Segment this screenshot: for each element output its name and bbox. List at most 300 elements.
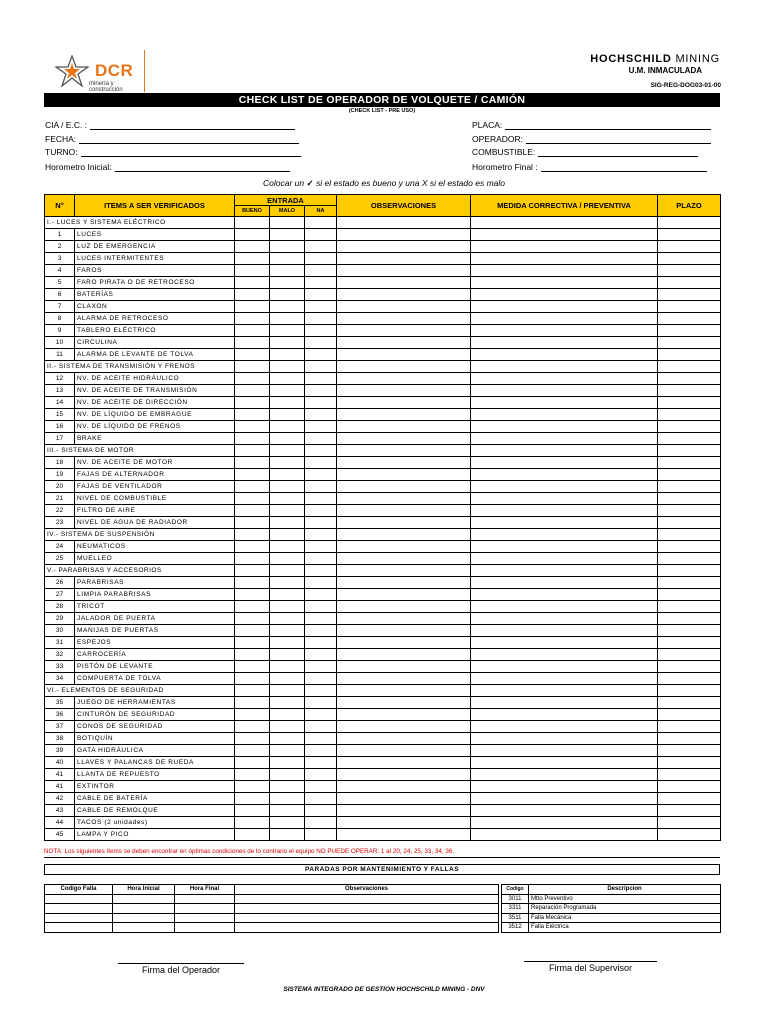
observaciones-cell[interactable] xyxy=(337,637,471,649)
na-cell[interactable] xyxy=(305,625,337,637)
malo-cell[interactable] xyxy=(270,457,305,469)
operador-signature[interactable] xyxy=(118,963,244,975)
plazo-cell[interactable] xyxy=(658,745,721,757)
na-cell[interactable] xyxy=(305,457,337,469)
combustible-input-line[interactable] xyxy=(538,149,698,157)
medida-cell[interactable] xyxy=(471,805,658,817)
plazo-cell[interactable] xyxy=(658,661,721,673)
horometro-inicial-field[interactable] xyxy=(45,162,290,172)
observaciones-cell[interactable] xyxy=(337,289,471,301)
medida-cell[interactable] xyxy=(471,781,658,793)
observaciones-cell[interactable] xyxy=(337,601,471,613)
medida-cell[interactable] xyxy=(471,301,658,313)
plazo-cell[interactable] xyxy=(658,409,721,421)
plazo-cell[interactable] xyxy=(658,697,721,709)
medida-cell[interactable] xyxy=(471,577,658,589)
turno-input-line[interactable] xyxy=(81,149,301,157)
na-cell[interactable] xyxy=(305,757,337,769)
bueno-cell[interactable] xyxy=(235,409,270,421)
malo-cell[interactable] xyxy=(270,373,305,385)
medida-cell[interactable] xyxy=(471,745,658,757)
na-cell[interactable] xyxy=(305,289,337,301)
plazo-cell[interactable] xyxy=(658,589,721,601)
observaciones-cell[interactable] xyxy=(337,781,471,793)
malo-cell[interactable] xyxy=(270,241,305,253)
operador-signature-line[interactable] xyxy=(118,963,244,964)
bueno-cell[interactable] xyxy=(235,457,270,469)
na-cell[interactable] xyxy=(305,409,337,421)
plazo-cell[interactable] xyxy=(658,397,721,409)
malo-cell[interactable] xyxy=(270,661,305,673)
horometro-final-field[interactable] xyxy=(472,162,707,172)
medida-cell[interactable] xyxy=(471,517,658,529)
fallas-observaciones-cell[interactable] xyxy=(235,913,499,923)
plazo-cell[interactable] xyxy=(658,649,721,661)
malo-cell[interactable] xyxy=(270,253,305,265)
observaciones-cell[interactable] xyxy=(337,625,471,637)
malo-cell[interactable] xyxy=(270,601,305,613)
horometro-final-input-line[interactable] xyxy=(541,164,707,172)
na-cell[interactable] xyxy=(305,253,337,265)
medida-cell[interactable] xyxy=(471,733,658,745)
malo-cell[interactable] xyxy=(270,493,305,505)
plazo-cell[interactable] xyxy=(658,541,721,553)
medida-cell[interactable] xyxy=(471,241,658,253)
bueno-cell[interactable] xyxy=(235,481,270,493)
fallas-hora-final-cell[interactable] xyxy=(175,913,235,923)
malo-cell[interactable] xyxy=(270,505,305,517)
medida-cell[interactable] xyxy=(471,601,658,613)
medida-cell[interactable] xyxy=(471,673,658,685)
na-cell[interactable] xyxy=(305,829,337,841)
medida-cell[interactable] xyxy=(471,493,658,505)
medida-cell[interactable] xyxy=(471,373,658,385)
malo-cell[interactable] xyxy=(270,793,305,805)
observaciones-cell[interactable] xyxy=(337,553,471,565)
plazo-cell[interactable] xyxy=(658,301,721,313)
malo-cell[interactable] xyxy=(270,337,305,349)
malo-cell[interactable] xyxy=(270,289,305,301)
na-cell[interactable] xyxy=(305,637,337,649)
medida-cell[interactable] xyxy=(471,769,658,781)
observaciones-cell[interactable] xyxy=(337,649,471,661)
plazo-cell[interactable] xyxy=(658,337,721,349)
malo-cell[interactable] xyxy=(270,673,305,685)
observaciones-cell[interactable] xyxy=(337,313,471,325)
medida-cell[interactable] xyxy=(471,397,658,409)
medida-cell[interactable] xyxy=(471,253,658,265)
malo-cell[interactable] xyxy=(270,625,305,637)
na-cell[interactable] xyxy=(305,721,337,733)
malo-cell[interactable] xyxy=(270,613,305,625)
medida-cell[interactable] xyxy=(471,553,658,565)
bueno-cell[interactable] xyxy=(235,745,270,757)
observaciones-cell[interactable] xyxy=(337,709,471,721)
na-cell[interactable] xyxy=(305,313,337,325)
medida-cell[interactable] xyxy=(471,709,658,721)
observaciones-cell[interactable] xyxy=(337,397,471,409)
malo-cell[interactable] xyxy=(270,577,305,589)
malo-cell[interactable] xyxy=(270,541,305,553)
plazo-cell[interactable] xyxy=(658,469,721,481)
bueno-cell[interactable] xyxy=(235,721,270,733)
observaciones-cell[interactable] xyxy=(337,721,471,733)
operador-field[interactable] xyxy=(472,134,711,144)
malo-cell[interactable] xyxy=(270,637,305,649)
na-cell[interactable] xyxy=(305,301,337,313)
bueno-cell[interactable] xyxy=(235,793,270,805)
medida-cell[interactable] xyxy=(471,625,658,637)
bueno-cell[interactable] xyxy=(235,385,270,397)
bueno-cell[interactable] xyxy=(235,373,270,385)
na-cell[interactable] xyxy=(305,397,337,409)
na-cell[interactable] xyxy=(305,817,337,829)
medida-cell[interactable] xyxy=(471,265,658,277)
medida-cell[interactable] xyxy=(471,541,658,553)
medida-cell[interactable] xyxy=(471,721,658,733)
malo-cell[interactable] xyxy=(270,649,305,661)
medida-cell[interactable] xyxy=(471,793,658,805)
na-cell[interactable] xyxy=(305,493,337,505)
bueno-cell[interactable] xyxy=(235,325,270,337)
plazo-cell[interactable] xyxy=(658,709,721,721)
fallas-hora-inicial-cell[interactable] xyxy=(113,904,175,914)
medida-cell[interactable] xyxy=(471,385,658,397)
medida-cell[interactable] xyxy=(471,613,658,625)
observaciones-cell[interactable] xyxy=(337,733,471,745)
na-cell[interactable] xyxy=(305,769,337,781)
bueno-cell[interactable] xyxy=(235,781,270,793)
na-cell[interactable] xyxy=(305,277,337,289)
bueno-cell[interactable] xyxy=(235,661,270,673)
na-cell[interactable] xyxy=(305,481,337,493)
supervisor-signature[interactable] xyxy=(524,961,657,973)
observaciones-cell[interactable] xyxy=(337,229,471,241)
na-cell[interactable] xyxy=(305,421,337,433)
observaciones-cell[interactable] xyxy=(337,793,471,805)
malo-cell[interactable] xyxy=(270,421,305,433)
malo-cell[interactable] xyxy=(270,709,305,721)
observaciones-cell[interactable] xyxy=(337,253,471,265)
na-cell[interactable] xyxy=(305,589,337,601)
na-cell[interactable] xyxy=(305,517,337,529)
observaciones-cell[interactable] xyxy=(337,517,471,529)
plazo-cell[interactable] xyxy=(658,457,721,469)
observaciones-cell[interactable] xyxy=(337,541,471,553)
observaciones-cell[interactable] xyxy=(337,385,471,397)
bueno-cell[interactable] xyxy=(235,613,270,625)
observaciones-cell[interactable] xyxy=(337,613,471,625)
malo-cell[interactable] xyxy=(270,781,305,793)
medida-cell[interactable] xyxy=(471,421,658,433)
observaciones-cell[interactable] xyxy=(337,421,471,433)
medida-cell[interactable] xyxy=(471,469,658,481)
cia-input-line[interactable] xyxy=(90,122,295,130)
plazo-cell[interactable] xyxy=(658,313,721,325)
observaciones-cell[interactable] xyxy=(337,301,471,313)
medida-cell[interactable] xyxy=(471,649,658,661)
bueno-cell[interactable] xyxy=(235,349,270,361)
malo-cell[interactable] xyxy=(270,265,305,277)
medida-cell[interactable] xyxy=(471,829,658,841)
na-cell[interactable] xyxy=(305,733,337,745)
plazo-cell[interactable] xyxy=(658,349,721,361)
supervisor-signature-line[interactable] xyxy=(524,961,657,962)
na-cell[interactable] xyxy=(305,229,337,241)
medida-cell[interactable] xyxy=(471,661,658,673)
plazo-cell[interactable] xyxy=(658,721,721,733)
na-cell[interactable] xyxy=(305,805,337,817)
plazo-cell[interactable] xyxy=(658,493,721,505)
malo-cell[interactable] xyxy=(270,745,305,757)
malo-cell[interactable] xyxy=(270,697,305,709)
malo-cell[interactable] xyxy=(270,277,305,289)
observaciones-cell[interactable] xyxy=(337,409,471,421)
malo-cell[interactable] xyxy=(270,301,305,313)
bueno-cell[interactable] xyxy=(235,805,270,817)
bueno-cell[interactable] xyxy=(235,601,270,613)
na-cell[interactable] xyxy=(305,709,337,721)
cia-field[interactable] xyxy=(45,120,295,130)
bueno-cell[interactable] xyxy=(235,733,270,745)
malo-cell[interactable] xyxy=(270,409,305,421)
observaciones-cell[interactable] xyxy=(337,277,471,289)
bueno-cell[interactable] xyxy=(235,505,270,517)
observaciones-cell[interactable] xyxy=(337,373,471,385)
fallas-hora-final-cell[interactable] xyxy=(175,904,235,914)
placa-field[interactable] xyxy=(472,120,711,130)
medida-cell[interactable] xyxy=(471,457,658,469)
plazo-cell[interactable] xyxy=(658,241,721,253)
plazo-cell[interactable] xyxy=(658,517,721,529)
malo-cell[interactable] xyxy=(270,817,305,829)
observaciones-cell[interactable] xyxy=(337,745,471,757)
na-cell[interactable] xyxy=(305,661,337,673)
fallas-hora-inicial-cell[interactable] xyxy=(113,894,175,904)
bueno-cell[interactable] xyxy=(235,517,270,529)
malo-cell[interactable] xyxy=(270,349,305,361)
observaciones-cell[interactable] xyxy=(337,589,471,601)
na-cell[interactable] xyxy=(305,373,337,385)
observaciones-cell[interactable] xyxy=(337,265,471,277)
fallas-hora-final-cell[interactable] xyxy=(175,923,235,933)
na-cell[interactable] xyxy=(305,673,337,685)
observaciones-cell[interactable] xyxy=(337,577,471,589)
fallas-codigo-cell[interactable] xyxy=(45,904,113,914)
malo-cell[interactable] xyxy=(270,397,305,409)
bueno-cell[interactable] xyxy=(235,469,270,481)
fallas-codigo-cell[interactable] xyxy=(45,894,113,904)
plazo-cell[interactable] xyxy=(658,829,721,841)
bueno-cell[interactable] xyxy=(235,493,270,505)
bueno-cell[interactable] xyxy=(235,313,270,325)
observaciones-cell[interactable] xyxy=(337,325,471,337)
na-cell[interactable] xyxy=(305,337,337,349)
malo-cell[interactable] xyxy=(270,589,305,601)
bueno-cell[interactable] xyxy=(235,433,270,445)
plazo-cell[interactable] xyxy=(658,769,721,781)
operador-input-line[interactable] xyxy=(526,136,711,144)
malo-cell[interactable] xyxy=(270,433,305,445)
na-cell[interactable] xyxy=(305,649,337,661)
malo-cell[interactable] xyxy=(270,829,305,841)
observaciones-cell[interactable] xyxy=(337,757,471,769)
horometro-inicial-input-line[interactable] xyxy=(115,164,290,172)
bueno-cell[interactable] xyxy=(235,337,270,349)
bueno-cell[interactable] xyxy=(235,637,270,649)
medida-cell[interactable] xyxy=(471,229,658,241)
plazo-cell[interactable] xyxy=(658,265,721,277)
plazo-cell[interactable] xyxy=(658,505,721,517)
plazo-cell[interactable] xyxy=(658,601,721,613)
na-cell[interactable] xyxy=(305,541,337,553)
bueno-cell[interactable] xyxy=(235,709,270,721)
plazo-cell[interactable] xyxy=(658,229,721,241)
placa-input-line[interactable] xyxy=(505,122,711,130)
bueno-cell[interactable] xyxy=(235,229,270,241)
observaciones-cell[interactable] xyxy=(337,673,471,685)
bueno-cell[interactable] xyxy=(235,541,270,553)
bueno-cell[interactable] xyxy=(235,769,270,781)
na-cell[interactable] xyxy=(305,745,337,757)
bueno-cell[interactable] xyxy=(235,289,270,301)
na-cell[interactable] xyxy=(305,697,337,709)
na-cell[interactable] xyxy=(305,613,337,625)
plazo-cell[interactable] xyxy=(658,637,721,649)
bueno-cell[interactable] xyxy=(235,829,270,841)
malo-cell[interactable] xyxy=(270,517,305,529)
na-cell[interactable] xyxy=(305,433,337,445)
observaciones-cell[interactable] xyxy=(337,493,471,505)
medida-cell[interactable] xyxy=(471,637,658,649)
medida-cell[interactable] xyxy=(471,313,658,325)
bueno-cell[interactable] xyxy=(235,253,270,265)
medida-cell[interactable] xyxy=(471,757,658,769)
bueno-cell[interactable] xyxy=(235,817,270,829)
plazo-cell[interactable] xyxy=(658,793,721,805)
plazo-cell[interactable] xyxy=(658,625,721,637)
observaciones-cell[interactable] xyxy=(337,433,471,445)
medida-cell[interactable] xyxy=(471,325,658,337)
plazo-cell[interactable] xyxy=(658,673,721,685)
fecha-input-line[interactable] xyxy=(79,136,299,144)
na-cell[interactable] xyxy=(305,553,337,565)
malo-cell[interactable] xyxy=(270,313,305,325)
bueno-cell[interactable] xyxy=(235,277,270,289)
fallas-codigo-cell[interactable] xyxy=(45,913,113,923)
medida-cell[interactable] xyxy=(471,505,658,517)
observaciones-cell[interactable] xyxy=(337,805,471,817)
malo-cell[interactable] xyxy=(270,229,305,241)
bueno-cell[interactable] xyxy=(235,301,270,313)
bueno-cell[interactable] xyxy=(235,625,270,637)
malo-cell[interactable] xyxy=(270,325,305,337)
medida-cell[interactable] xyxy=(471,409,658,421)
fallas-hora-inicial-cell[interactable] xyxy=(113,913,175,923)
bueno-cell[interactable] xyxy=(235,757,270,769)
bueno-cell[interactable] xyxy=(235,697,270,709)
na-cell[interactable] xyxy=(305,385,337,397)
bueno-cell[interactable] xyxy=(235,577,270,589)
medida-cell[interactable] xyxy=(471,277,658,289)
observaciones-cell[interactable] xyxy=(337,349,471,361)
medida-cell[interactable] xyxy=(471,433,658,445)
plazo-cell[interactable] xyxy=(658,817,721,829)
na-cell[interactable] xyxy=(305,469,337,481)
bueno-cell[interactable] xyxy=(235,673,270,685)
malo-cell[interactable] xyxy=(270,385,305,397)
bueno-cell[interactable] xyxy=(235,265,270,277)
plazo-cell[interactable] xyxy=(658,373,721,385)
plazo-cell[interactable] xyxy=(658,481,721,493)
plazo-cell[interactable] xyxy=(658,433,721,445)
observaciones-cell[interactable] xyxy=(337,697,471,709)
observaciones-cell[interactable] xyxy=(337,241,471,253)
bueno-cell[interactable] xyxy=(235,421,270,433)
plazo-cell[interactable] xyxy=(658,577,721,589)
na-cell[interactable] xyxy=(305,781,337,793)
malo-cell[interactable] xyxy=(270,553,305,565)
malo-cell[interactable] xyxy=(270,757,305,769)
medida-cell[interactable] xyxy=(471,817,658,829)
na-cell[interactable] xyxy=(305,265,337,277)
observaciones-cell[interactable] xyxy=(337,769,471,781)
medida-cell[interactable] xyxy=(471,481,658,493)
medida-cell[interactable] xyxy=(471,349,658,361)
fallas-hora-final-cell[interactable] xyxy=(175,894,235,904)
fecha-field[interactable] xyxy=(45,134,299,144)
malo-cell[interactable] xyxy=(270,805,305,817)
fallas-observaciones-cell[interactable] xyxy=(235,894,499,904)
na-cell[interactable] xyxy=(305,241,337,253)
malo-cell[interactable] xyxy=(270,721,305,733)
fallas-observaciones-cell[interactable] xyxy=(235,904,499,914)
na-cell[interactable] xyxy=(305,577,337,589)
na-cell[interactable] xyxy=(305,349,337,361)
malo-cell[interactable] xyxy=(270,733,305,745)
observaciones-cell[interactable] xyxy=(337,469,471,481)
observaciones-cell[interactable] xyxy=(337,829,471,841)
na-cell[interactable] xyxy=(305,793,337,805)
plazo-cell[interactable] xyxy=(658,757,721,769)
plazo-cell[interactable] xyxy=(658,781,721,793)
plazo-cell[interactable] xyxy=(658,325,721,337)
plazo-cell[interactable] xyxy=(658,253,721,265)
plazo-cell[interactable] xyxy=(658,553,721,565)
observaciones-cell[interactable] xyxy=(337,457,471,469)
medida-cell[interactable] xyxy=(471,589,658,601)
malo-cell[interactable] xyxy=(270,769,305,781)
na-cell[interactable] xyxy=(305,505,337,517)
malo-cell[interactable] xyxy=(270,469,305,481)
observaciones-cell[interactable] xyxy=(337,505,471,517)
malo-cell[interactable] xyxy=(270,481,305,493)
observaciones-cell[interactable] xyxy=(337,481,471,493)
plazo-cell[interactable] xyxy=(658,421,721,433)
fallas-codigo-cell[interactable] xyxy=(45,923,113,933)
plazo-cell[interactable] xyxy=(658,613,721,625)
bueno-cell[interactable] xyxy=(235,649,270,661)
observaciones-cell[interactable] xyxy=(337,817,471,829)
plazo-cell[interactable] xyxy=(658,733,721,745)
na-cell[interactable] xyxy=(305,601,337,613)
medida-cell[interactable] xyxy=(471,289,658,301)
bueno-cell[interactable] xyxy=(235,589,270,601)
bueno-cell[interactable] xyxy=(235,397,270,409)
fallas-hora-inicial-cell[interactable] xyxy=(113,923,175,933)
medida-cell[interactable] xyxy=(471,697,658,709)
medida-cell[interactable] xyxy=(471,337,658,349)
